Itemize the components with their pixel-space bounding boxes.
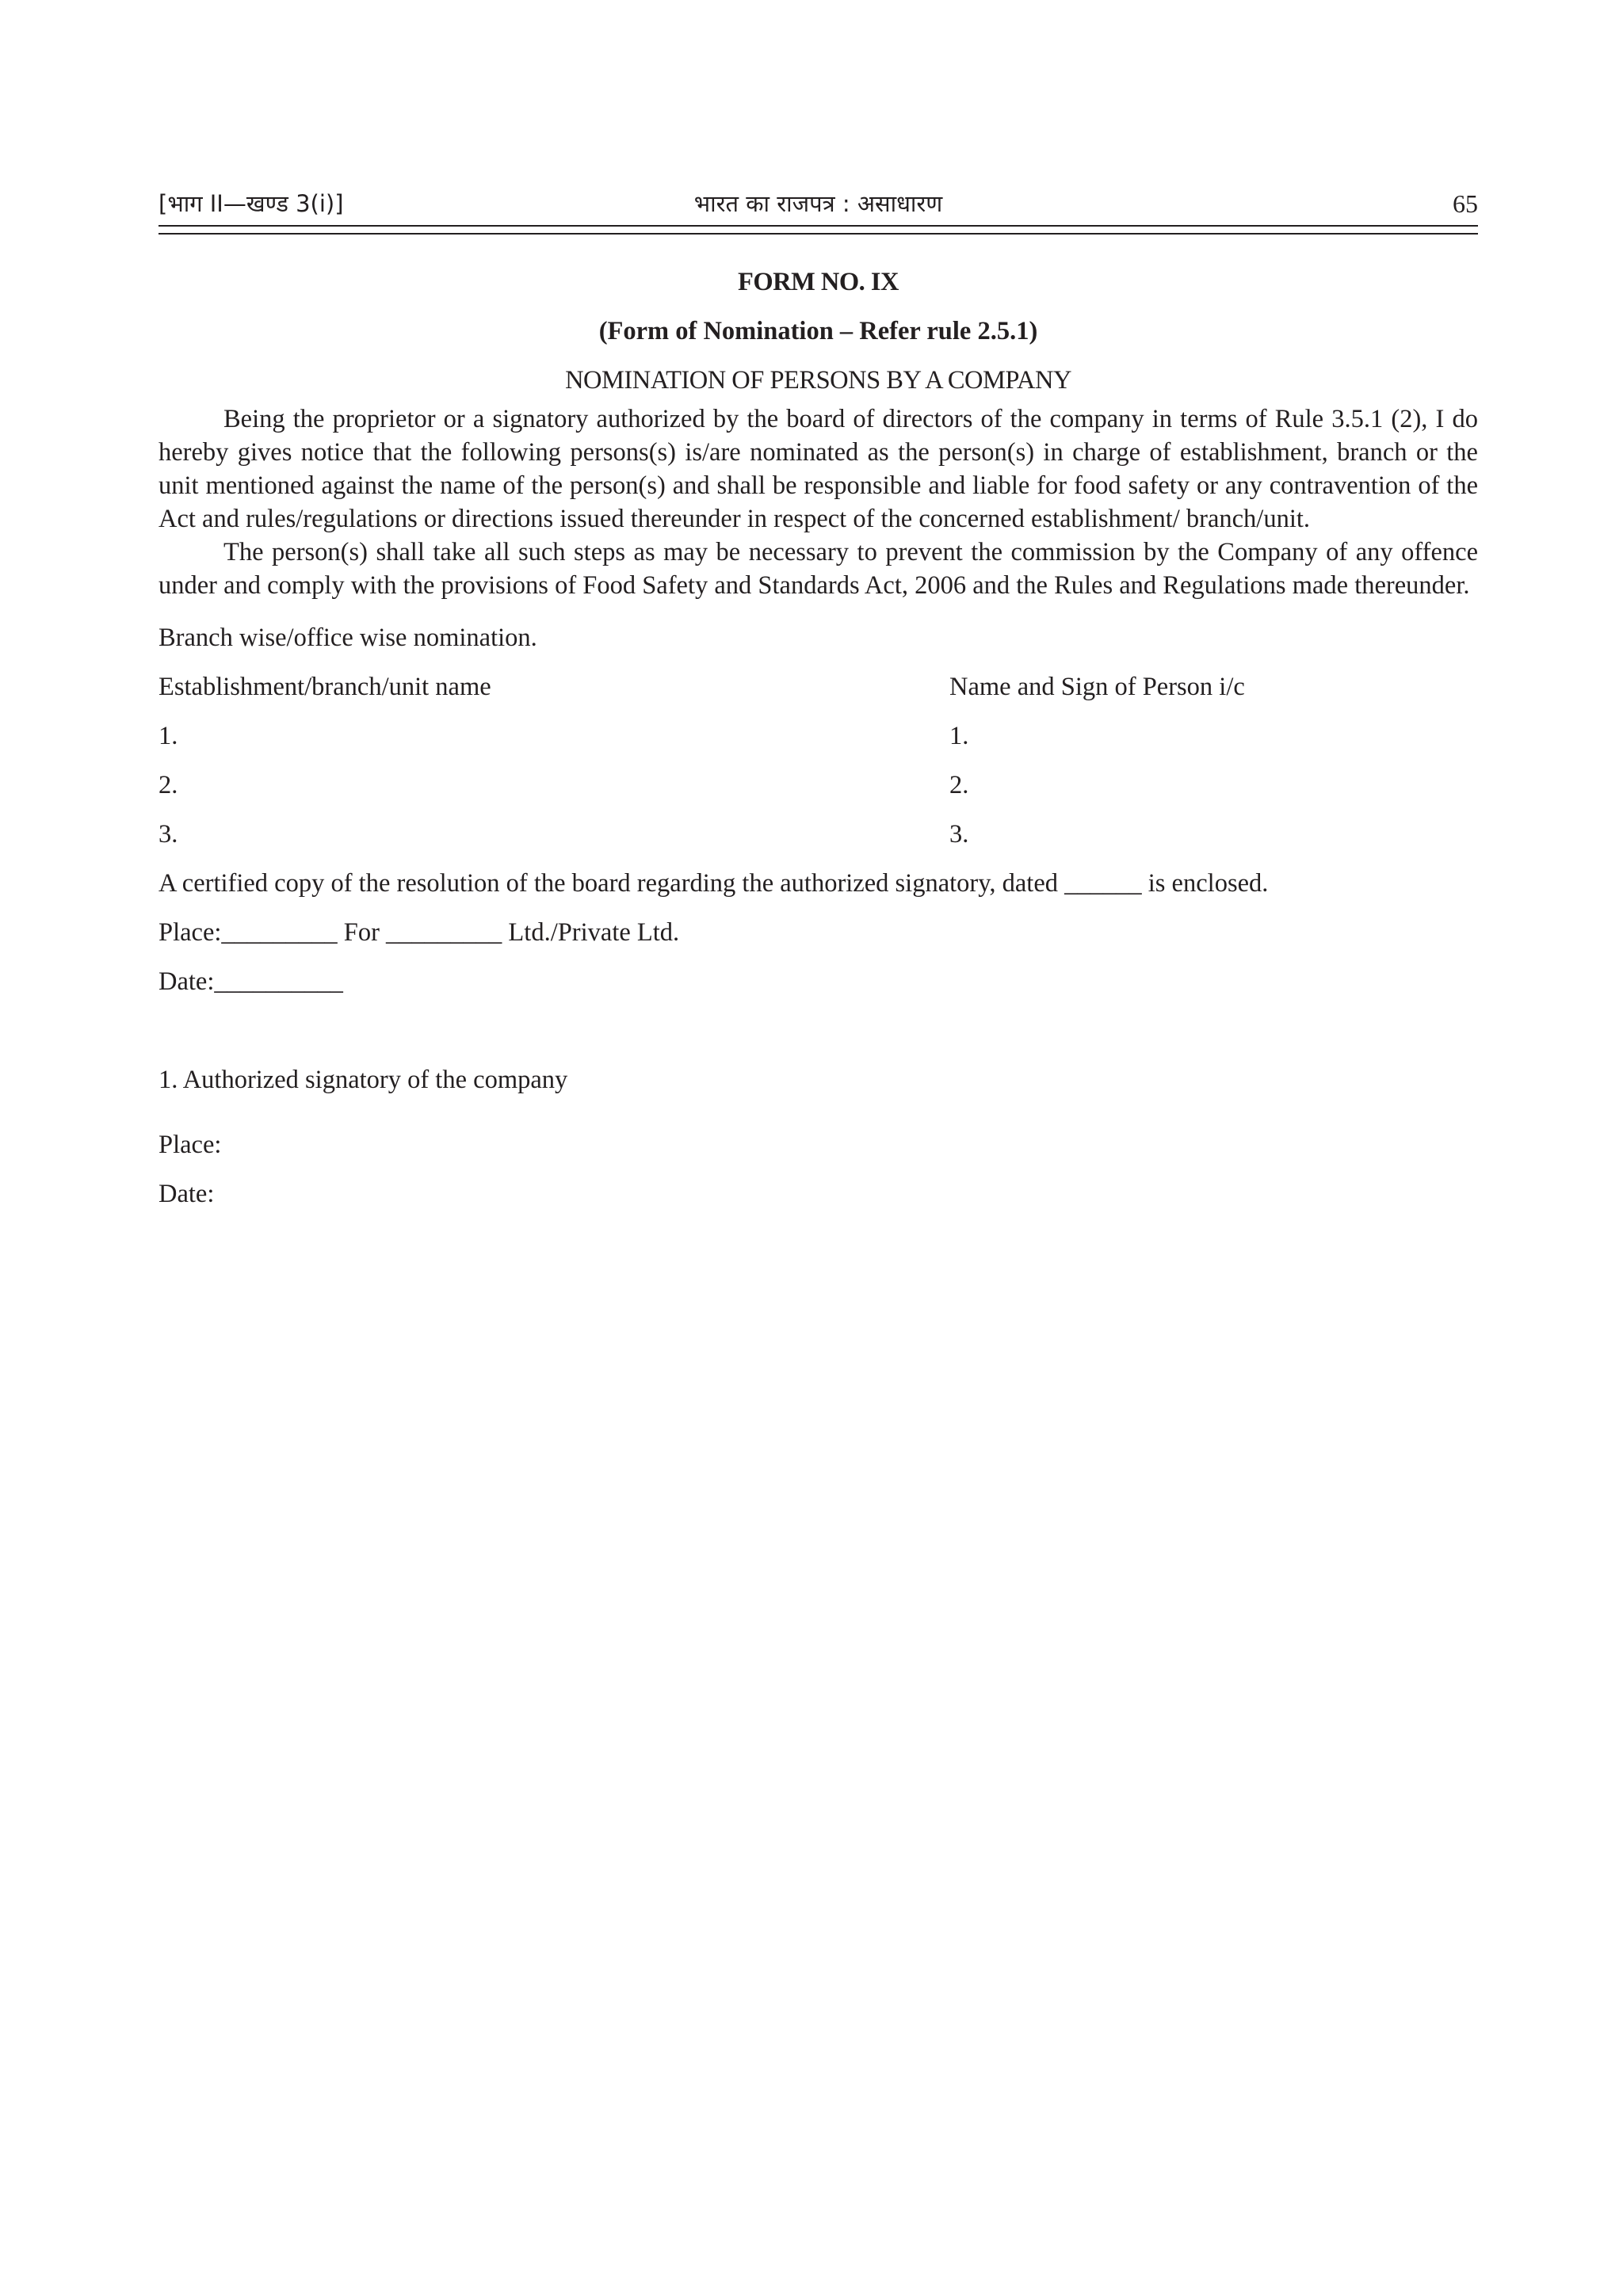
paragraph-steps: The person(s) shall take all such steps as may be necessary to prevent the commission by the Company of any offence under and comply with the provisions of Food Safety and Standards Act, 2006 and the Rules and Regulations made thereunder. <box>158 538 1478 600</box>
paragraph-notice: Being the proprietor or a signatory authorized by the board of directors of the company in terms of Rule 3.5.1 (2), I do hereby gives notice that the following persons(s) is/are nominated as the person(s) in charge of establishment, branch or the unit mentioned against the name of the person(s) and shall be responsible and liable for food safety or any contravention of the Act and rules/regulations or directions issued thereunder in respect of the concerned establishment/ branch/unit. <box>158 405 1478 533</box>
establishment-row-number: 2. <box>158 771 178 799</box>
form-subtitle: (Form of Nomination – Refer rule 2.5.1) <box>598 317 1038 345</box>
document-page <box>158 0 1478 2296</box>
running-header <box>158 184 1478 223</box>
signatory-block <box>158 1055 1478 1219</box>
establishment-column-header: Establishment/branch/unit name <box>158 673 491 701</box>
header-part-section: [भाग II—खण्ड 3(i)] <box>158 190 344 217</box>
authorized-signatory-label: 1. Authorized signatory of the company <box>158 1066 568 1094</box>
page-number: 65 <box>1453 189 1478 218</box>
person-row-number: 1. <box>949 722 969 750</box>
establishment-row-number: 1. <box>158 722 178 750</box>
nomination-table-header <box>158 662 1478 711</box>
establishment-row-number: 3. <box>158 820 178 849</box>
form-title: NOMINATION OF PERSONS BY A COMPANY <box>565 366 1071 395</box>
certified-copy-line: A certified copy of the resolution of the board regarding the authorized signatory, dated ______ is enclosed. <box>158 869 1269 898</box>
person-row-number: 2. <box>949 771 969 799</box>
date-line: Date:__________ <box>158 967 343 996</box>
form-content <box>158 260 1478 1219</box>
nomination-row <box>158 761 1478 810</box>
nomination-row <box>158 711 1478 761</box>
nomination-row <box>158 810 1478 859</box>
signatory-date: Date: <box>158 1180 215 1208</box>
header-rule-upper <box>158 225 1478 227</box>
branch-nomination-line: Branch wise/office wise nomination. <box>158 624 537 652</box>
form-number: FORM NO. IX <box>737 268 899 296</box>
person-row-number: 3. <box>949 820 969 849</box>
header-gazette-title: भारत का राजपत्र : असाधारण <box>693 190 943 217</box>
person-column-header: Name and Sign of Person i/c <box>949 673 1245 701</box>
place-for-line: Place:_________ For _________ Ltd./Private Ltd. <box>158 918 680 947</box>
header-rule-lower <box>158 233 1478 235</box>
signatory-place: Place: <box>158 1131 222 1159</box>
